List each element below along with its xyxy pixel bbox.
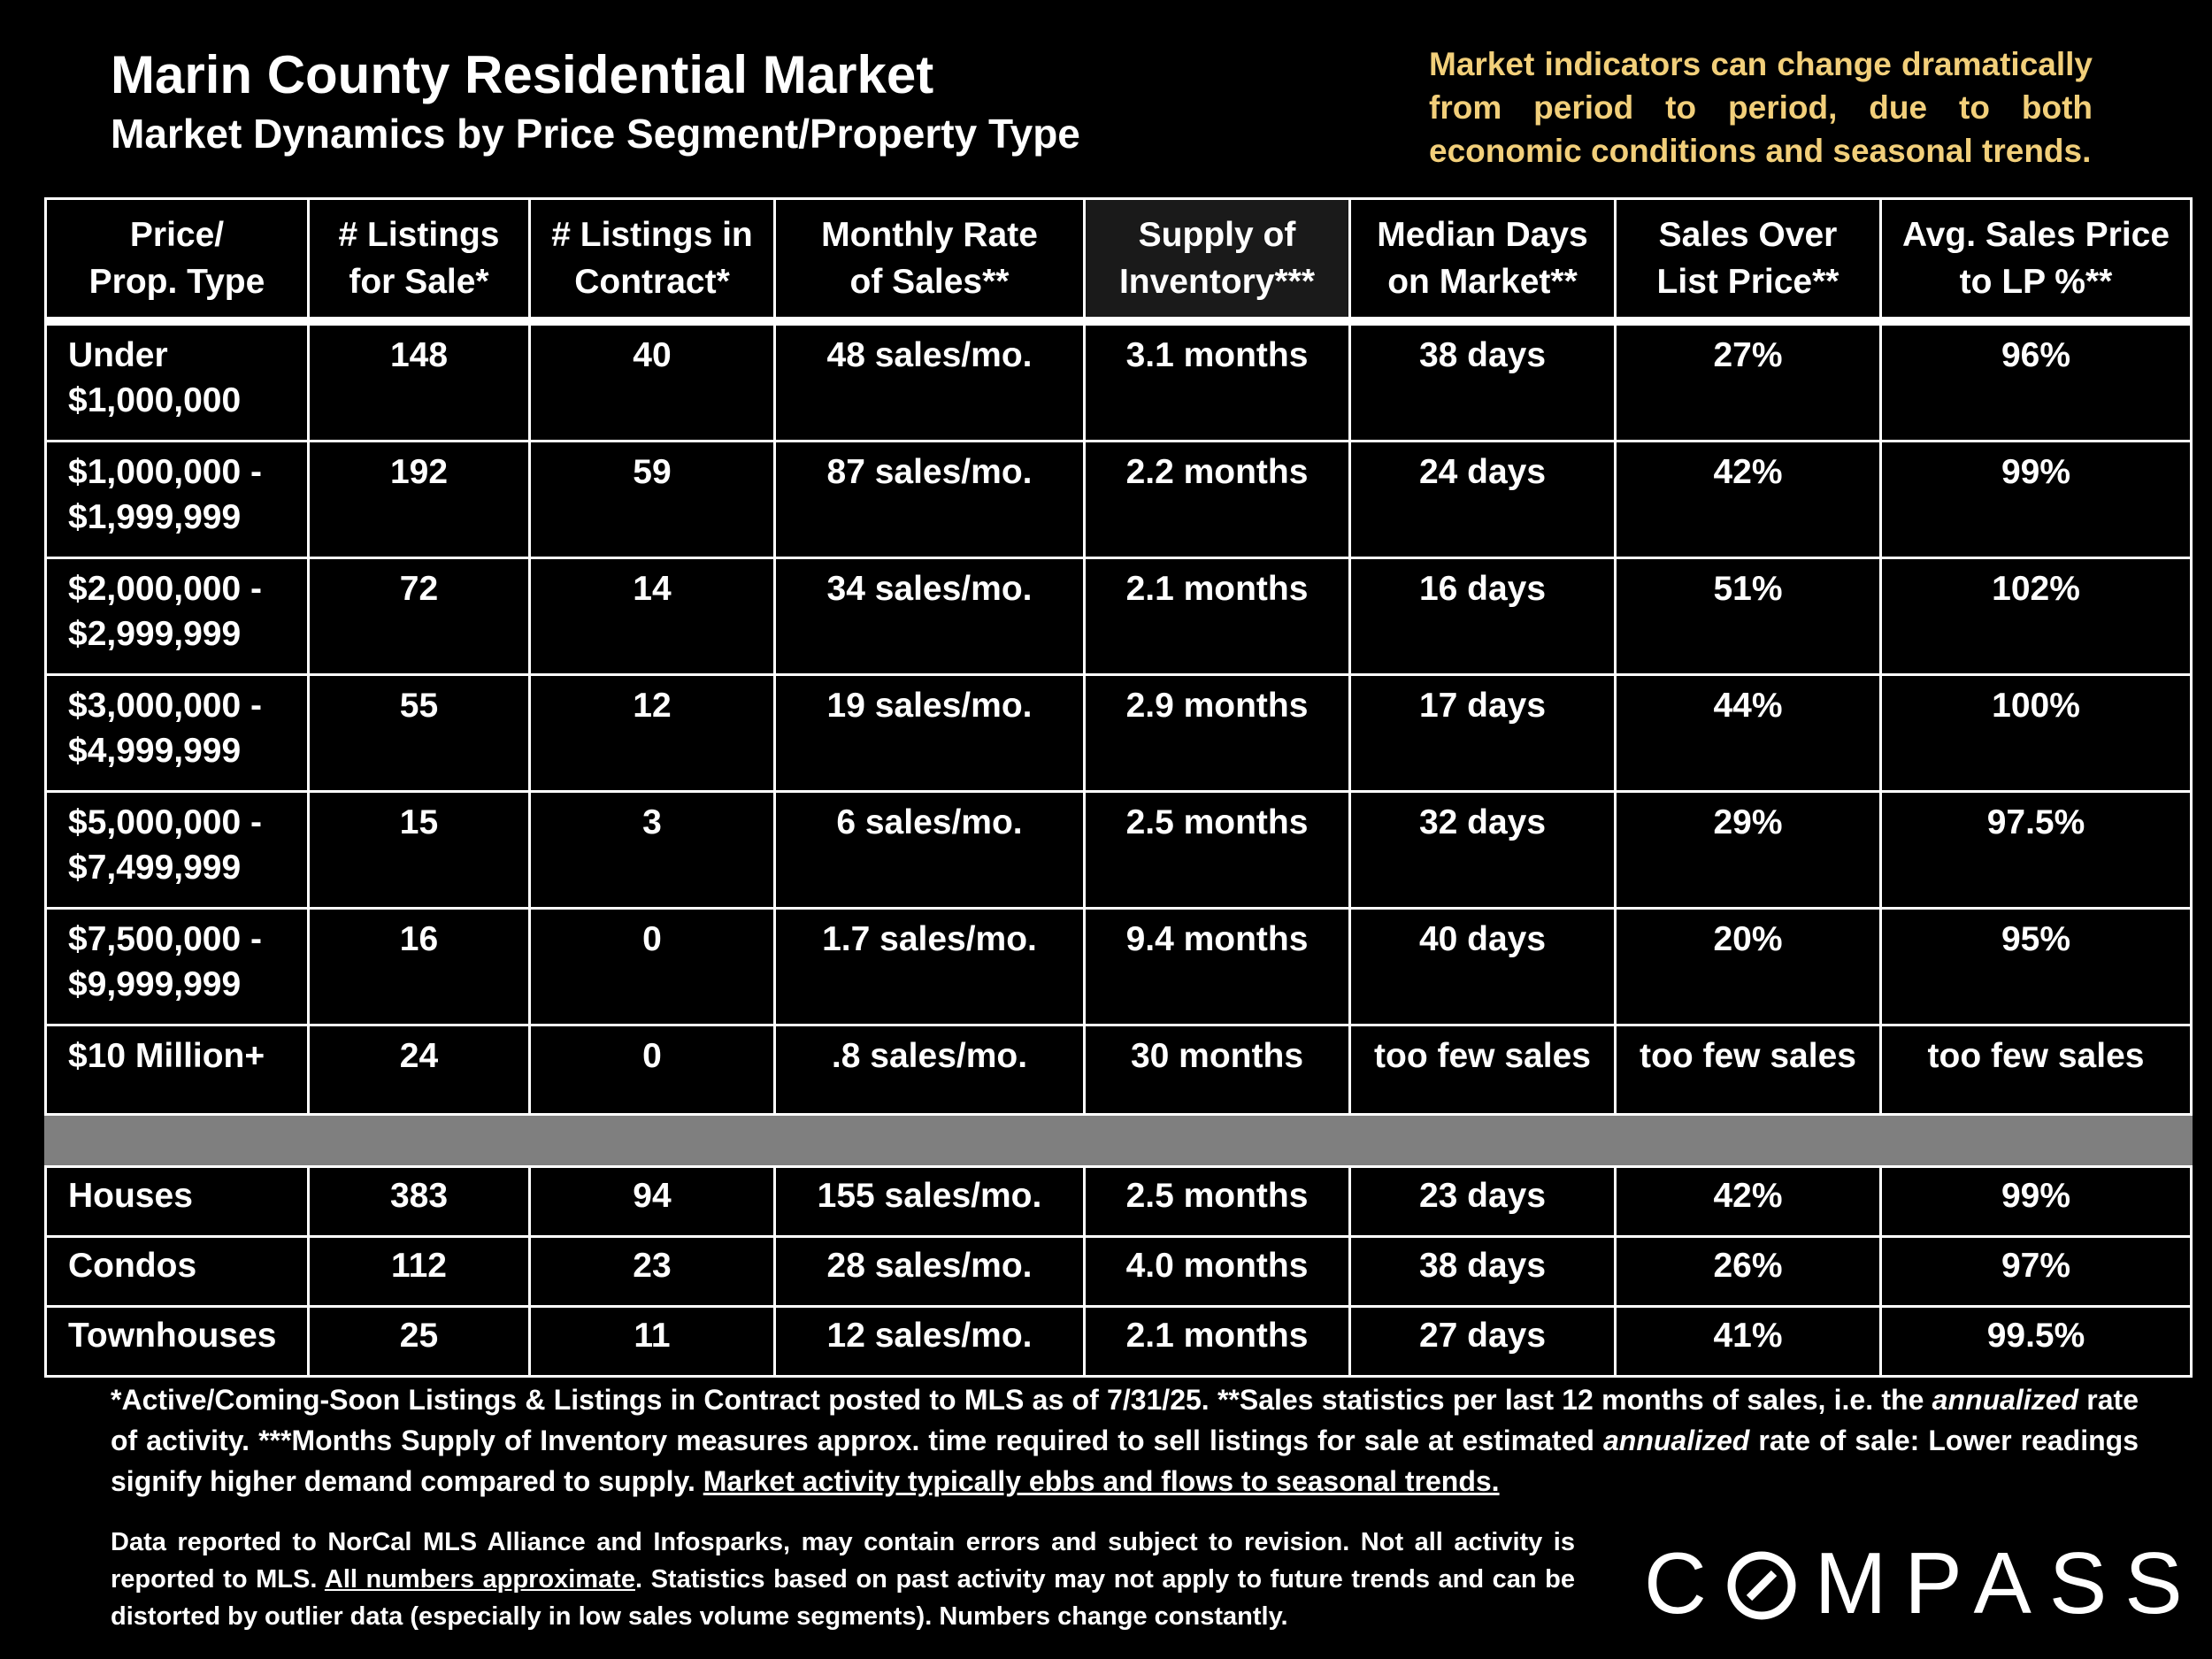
footnote-text: rate of sale: Lower readings signify higher demand compared to supply. (111, 1425, 2139, 1497)
lp-pct-cell: 95% (1881, 909, 2192, 1025)
supply-cell: 9.4 months (1085, 909, 1350, 1025)
market-table (44, 197, 2193, 1378)
property-type-label: Houses (46, 1167, 309, 1237)
label-line: $4,999,999 (68, 732, 242, 770)
label-line: $7,499,999 (68, 849, 242, 887)
contract-cell: 23 (530, 1237, 775, 1307)
lp-pct-cell: 102% (1881, 558, 2192, 675)
rate-cell: 34 sales/mo. (775, 558, 1085, 675)
footnote-text: *Active/Coming-Soon Listings & Listings in Contract posted to MLS as of 7/31/25. **Sales statistics per last 12 months of sales, i.e. the (111, 1384, 1932, 1416)
contract-cell: 0 (530, 1025, 775, 1115)
column-header (1881, 199, 2192, 322)
disclaimer-text: Data reported to NorCal MLS Alliance and Infosparks, may contain errors and subject to revision. Not all activity is reported to MLS. (111, 1528, 1575, 1594)
disclaimer (111, 1524, 1575, 1635)
lp-pct-cell: 100% (1881, 675, 2192, 792)
listings-cell: 55 (309, 675, 530, 792)
contract-cell: 11 (530, 1307, 775, 1377)
header-line: on Market** (1387, 263, 1578, 301)
contract-cell: 59 (530, 442, 775, 558)
label-line: $7,500,000 - (68, 920, 263, 958)
table-row (46, 909, 2192, 1025)
listings-cell: 192 (309, 442, 530, 558)
header-line: Monthly Rate (821, 216, 1038, 254)
listings-cell: 24 (309, 1025, 530, 1115)
header-line: Contract* (574, 263, 730, 301)
disclaimer-underlined: All numbers approximate (324, 1565, 635, 1594)
table-separator-row (46, 1115, 2192, 1167)
page-subtitle: Market Dynamics by Price Segment/Property Type (111, 111, 1080, 157)
supply-cell: 30 months (1085, 1025, 1350, 1115)
contract-cell: 40 (530, 321, 775, 442)
dom-cell: too few sales (1350, 1025, 1616, 1115)
supply-cell: 2.9 months (1085, 675, 1350, 792)
label-line: $1,000,000 (68, 381, 242, 419)
label-line: $3,000,000 - (68, 687, 263, 725)
header-line: Prop. Type (88, 263, 265, 301)
compass-o-icon (1726, 1548, 1797, 1618)
dom-cell: 27 days (1350, 1307, 1616, 1377)
market-indicators-note: Market indicators can change dramatically from period to period, due to both economic conditions and seasonal trends. (1429, 46, 2093, 169)
label-line: Under (68, 336, 168, 374)
supply-cell: 2.2 months (1085, 442, 1350, 558)
over-list-cell: 20% (1616, 909, 1881, 1025)
supply-cell: 4.0 months (1085, 1237, 1350, 1307)
listings-cell: 383 (309, 1167, 530, 1237)
footnote-emphasis: annualized (1602, 1425, 1750, 1456)
header-line: to LP %** (1959, 263, 2113, 301)
footnote-emphasis: annualized (1932, 1384, 2079, 1416)
listings-cell: 25 (309, 1307, 530, 1377)
over-list-cell: 42% (1616, 1167, 1881, 1237)
lp-pct-cell: 99.5% (1881, 1307, 2192, 1377)
footnote-text: rate of activity. ***Months Supply of Inventory measures approx. time required to sell listings for sale at estimated (111, 1384, 2139, 1456)
header-line: Price/ (129, 216, 225, 254)
supply-cell: 2.1 months (1085, 1307, 1350, 1377)
over-list-cell: 44% (1616, 675, 1881, 792)
table-row (46, 321, 2192, 442)
rate-cell: 155 sales/mo. (775, 1167, 1085, 1237)
column-header (309, 199, 530, 322)
header-line: # Listings (338, 216, 500, 254)
dom-cell: 32 days (1350, 792, 1616, 909)
lp-pct-cell: too few sales (1881, 1025, 2192, 1115)
rate-cell: 19 sales/mo. (775, 675, 1085, 792)
column-header (530, 199, 775, 322)
supply-cell: 2.5 months (1085, 1167, 1350, 1237)
header-line: List Price** (1656, 263, 1839, 301)
rate-cell: 48 sales/mo. (775, 321, 1085, 442)
rate-cell: 28 sales/mo. (775, 1237, 1085, 1307)
table-row (46, 558, 2192, 675)
header-line: of Sales** (849, 263, 1010, 301)
label-line: $5,000,000 - (68, 803, 263, 841)
header-line: Inventory*** (1118, 263, 1316, 301)
dom-cell: 23 days (1350, 1167, 1616, 1237)
segment-label (46, 792, 309, 909)
over-list-cell: 29% (1616, 792, 1881, 909)
over-list-cell: 42% (1616, 442, 1881, 558)
dom-cell: 16 days (1350, 558, 1616, 675)
table-header-row (46, 199, 2192, 322)
lp-pct-cell: 96% (1881, 321, 2192, 442)
separator-cell (46, 1115, 2192, 1167)
lp-pct-cell: 97% (1881, 1237, 2192, 1307)
contract-cell: 14 (530, 558, 775, 675)
table-row (46, 675, 2192, 792)
lp-pct-cell: 97.5% (1881, 792, 2192, 909)
column-header (46, 199, 309, 322)
dom-cell: 24 days (1350, 442, 1616, 558)
table-row (46, 1167, 2192, 1237)
dom-cell: 17 days (1350, 675, 1616, 792)
footnote-underlined: Market activity typically ebbs and flows to seasonal trends. (703, 1465, 1500, 1497)
table-row (46, 442, 2192, 558)
lp-pct-cell: 99% (1881, 442, 2192, 558)
label-line: $1,000,000 - (68, 453, 263, 491)
property-type-label: Condos (46, 1237, 309, 1307)
listings-cell: 112 (309, 1237, 530, 1307)
header-line: Avg. Sales Price (1901, 216, 2170, 254)
page-title: Marin County Residential Market (111, 45, 934, 104)
logo-text-prefix: C (1644, 1534, 1724, 1632)
segment-label: $10 Million+ (46, 1025, 309, 1115)
segment-label (46, 558, 309, 675)
listings-cell: 148 (309, 321, 530, 442)
over-list-cell: 27% (1616, 321, 1881, 442)
listings-cell: 15 (309, 792, 530, 909)
table-row (46, 1025, 2192, 1115)
column-header (1085, 199, 1350, 322)
contract-cell: 3 (530, 792, 775, 909)
over-list-cell: 51% (1616, 558, 1881, 675)
dom-cell: 40 days (1350, 909, 1616, 1025)
segment-label (46, 675, 309, 792)
rate-cell: 87 sales/mo. (775, 442, 1085, 558)
dom-cell: 38 days (1350, 1237, 1616, 1307)
listings-cell: 72 (309, 558, 530, 675)
footnote (111, 1379, 2139, 1502)
segment-label (46, 321, 309, 442)
label-line: $2,000,000 - (68, 570, 263, 608)
over-list-cell: 26% (1616, 1237, 1881, 1307)
rate-cell: 6 sales/mo. (775, 792, 1085, 909)
segment-label (46, 909, 309, 1025)
header-line: Supply of (1138, 216, 1296, 254)
over-list-cell: too few sales (1616, 1025, 1881, 1115)
contract-cell: 12 (530, 675, 775, 792)
logo-text-suffix: MPASS (1814, 1534, 2200, 1632)
table-row (46, 1237, 2192, 1307)
table-row (46, 792, 2192, 909)
market-table-container (44, 197, 2190, 1378)
supply-cell: 2.1 months (1085, 558, 1350, 675)
header-line: # Listings in (551, 216, 753, 254)
lp-pct-cell: 99% (1881, 1167, 2192, 1237)
table-row (46, 1307, 2192, 1377)
label-line: $9,999,999 (68, 965, 242, 1003)
rate-cell: 1.7 sales/mo. (775, 909, 1085, 1025)
over-list-cell: 41% (1616, 1307, 1881, 1377)
contract-cell: 94 (530, 1167, 775, 1237)
header-line: Median Days (1377, 216, 1588, 254)
dom-cell: 38 days (1350, 321, 1616, 442)
contract-cell: 0 (530, 909, 775, 1025)
header-line: for Sale* (349, 263, 489, 301)
disclaimer-text: . Statistics based on past activity may not apply to future trends and can be distorted by outlier data (especially in low sales volume segments). Numbers change constantly. (111, 1565, 1575, 1631)
supply-cell: 2.5 months (1085, 792, 1350, 909)
column-header (775, 199, 1085, 322)
header-line: Sales Over (1658, 216, 1838, 254)
compass-logo (1644, 1534, 2200, 1632)
listings-cell: 16 (309, 909, 530, 1025)
column-header (1616, 199, 1881, 322)
rate-cell: 12 sales/mo. (775, 1307, 1085, 1377)
rate-cell: .8 sales/mo. (775, 1025, 1085, 1115)
supply-cell: 3.1 months (1085, 321, 1350, 442)
column-header (1350, 199, 1616, 322)
segment-label (46, 442, 309, 558)
label-line: $1,999,999 (68, 498, 242, 536)
property-type-label: Townhouses (46, 1307, 309, 1377)
label-line: $2,999,999 (68, 615, 242, 653)
